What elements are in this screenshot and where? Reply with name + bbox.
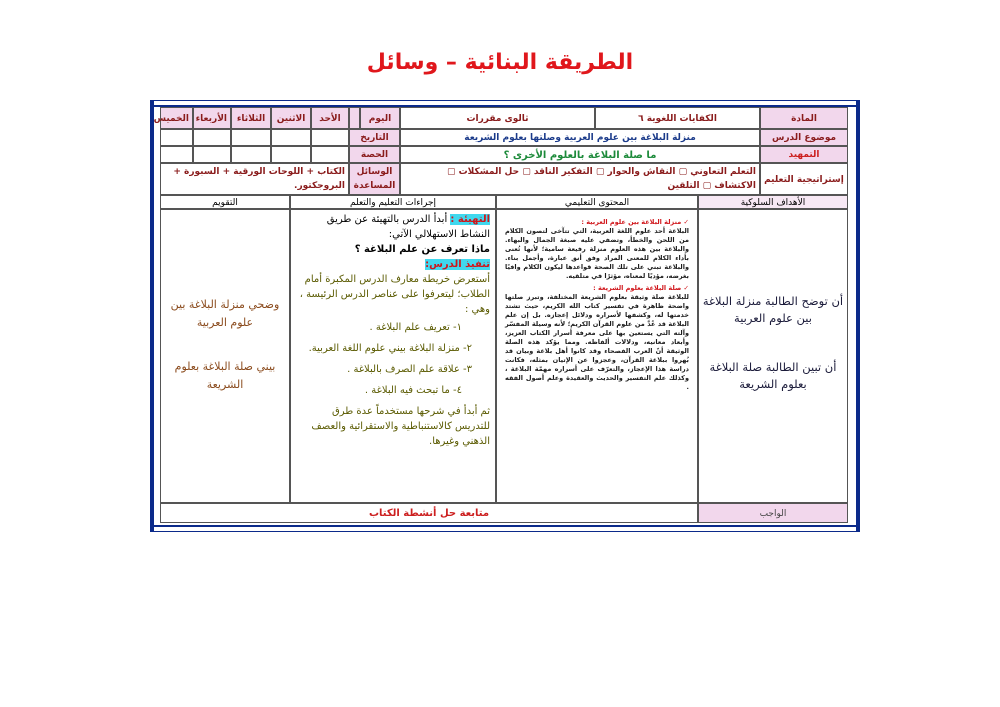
objectives-cell <box>698 209 848 503</box>
date-cell-4 <box>193 129 231 146</box>
day-sunday: الأحد <box>311 107 349 129</box>
period-label: الحصة <box>349 146 400 163</box>
date-cell-5 <box>160 129 193 146</box>
exec-tag: تنفيذ الدرس: <box>425 259 490 270</box>
procedure-closing: ثم أبدأ في شرحها مستخدماً عدة طرق للتدريس كالاستنباطية والاستقرائية والعصف الذهني وغيرها. <box>311 406 490 447</box>
course-value: ثالوى مقررات <box>400 107 595 129</box>
content-heading-2: ✓ صلة البلاغة بعلوم الشريعة : <box>593 284 689 292</box>
day-wednesday: الأربعاء <box>193 107 231 129</box>
procedure-item-4: ٤- ما تبحث فيه البلاغة . <box>364 385 462 396</box>
topic-label: موضوع الدرس <box>760 129 848 146</box>
procedure-item-1: ١- تعريف علم البلاغة . <box>369 322 462 333</box>
strategy-label: إستراتيجية التعليم <box>760 163 848 195</box>
intro-text: أبدأ الدرس بالتهيئة عن طريق النشاط الاستهلالي الآتي: <box>326 214 490 240</box>
subject-label: المادة <box>760 107 848 129</box>
evaluation-1: وضحي منزلة البلاغة بين علوم العربية <box>170 298 280 329</box>
procedure-item-3: ٣- علاقة علم الصرف بالبلاغة . <box>347 364 472 375</box>
content-cell <box>496 209 698 503</box>
homework-label: الواجب <box>698 503 848 523</box>
evaluation-2: بيني صلة البلاغة بعلوم الشريعة <box>174 360 276 391</box>
period-cell-5 <box>160 146 193 163</box>
day-thursday: الخميس <box>160 107 193 129</box>
procedure-item-2: ٢- منزلة البلاغة بيني علوم اللغة العربية. <box>308 343 472 354</box>
period-cell-1 <box>311 146 349 163</box>
date-label: التاريخ <box>349 129 400 146</box>
topic-value: منزلة البلاغة بين علوم العربية وصلتها بعلوم الشريعة <box>400 129 760 146</box>
objective-2: أن تبين الطالبة صلة البلاغة بعلوم الشريعة <box>709 360 837 391</box>
date-cell-1 <box>311 129 349 146</box>
exec-text: أستعرض خريطة معارف الدرس المكبرة أمام الطلاب؛ ليتعرفوا على عناصر الدرس الرئيسة ، وهي : <box>299 274 490 315</box>
col-procedures: إجراءات التعليم والتعلم <box>290 195 496 209</box>
content-heading-1: ✓ منزلة البلاغة بين علوم العربية : <box>581 218 689 226</box>
procedures-cell <box>290 209 496 503</box>
procedure-intro <box>296 212 490 242</box>
day-spacer <box>349 107 360 129</box>
date-cell-2 <box>271 129 311 146</box>
intro-tag: التهيئة : <box>450 214 490 225</box>
strategy-value: التعلم التعاوني ▢ النقاش والحوار ▢ التفكير الناقد ▢ حل المشكلات ▢ الاكتشاف ▢ التلقين <box>400 163 760 195</box>
intro-value: ما صلة البلاغة بالعلوم الأخرى ؟ <box>400 146 760 163</box>
intro-question: ماذا تعرف عن علم البلاغة ؟ <box>354 244 490 255</box>
col-evaluation: التقويم <box>160 195 290 209</box>
content-paragraph-2: للبلاغة صلة وثيقة بعلوم الشريعة المختلفة، وتبرز صلتها واضحة ظاهرة في تفسير كتاب الله الكريم، حيث تشتد خدمتها له، وكشفها لأسراره ودلائل إعجازه. بل إن علم البلاغة قد عُدَّ من علوم القرآن الكريم؛ لأنه وسيلة المفسّر وآلته التي يستعين بها على معرفة أسرار الكتاب العزيز، وأبعاد معانيه، ودلالات ألفاظه. ومما يؤكد هذه الصلة الوثيقة أنّ العرب الفصحاء وقد كانوا أهل بلاغة وبيان قد بُهروا ببلاغة القرآن، وعجزوا عن الإتيان بمثله، فكانت دراسة هذا الإعجاز، والتعرّف على أسراره مهمّة البلاغة ، وكذلك علم التفسير والحديث والعقيدة وعلم أصول الفقه . <box>505 293 689 391</box>
intro-label: التمهيد <box>760 146 848 163</box>
homework-value: متابعة حل أنشطة الكتاب <box>160 503 698 523</box>
period-cell-4 <box>193 146 231 163</box>
date-cell-3 <box>231 129 271 146</box>
day-monday: الاثنين <box>271 107 311 129</box>
evaluation-cell <box>160 209 290 503</box>
aids-value: الكتاب + اللوحات الورقية + السبورة + البروجكتور. <box>160 163 349 195</box>
col-objectives: الأهداف السلوكية <box>698 195 848 209</box>
day-label: اليوم <box>360 107 400 129</box>
col-content: المحتوى التعليمي <box>496 195 698 209</box>
period-cell-2 <box>271 146 311 163</box>
page-title: الطريقة البنائية – وسائل <box>366 50 634 75</box>
period-cell-3 <box>231 146 271 163</box>
day-tuesday: الثلاثاء <box>231 107 271 129</box>
objective-1: أن توضح الطالبة منزلة البلاغة بين علوم العربية <box>702 294 844 325</box>
subject-value: الكفايات اللغوية ٦ <box>595 107 760 129</box>
aids-label: الوسائل المساعدة <box>349 163 400 195</box>
content-paragraph-1: البلاغة أحد علوم اللغة العربية، التي تتآخى لتصون الكلام من اللحن والخطأ، وتضفي عليه صبغة الجمال والبهاء. والبلاغة بين هذه العلوم منزلة رفيعة سامية؛ لأنها تُعنى بأداء الكلام للمعنى المراد وفق أنق عبارة، وأجمل بناء. والبلاغة تبني على تلك الصحة قواعدها ليكون الكلام وافيًا بغرضه، مؤديًا لمعناه، مؤثرًا في متلقيه. <box>505 227 689 280</box>
